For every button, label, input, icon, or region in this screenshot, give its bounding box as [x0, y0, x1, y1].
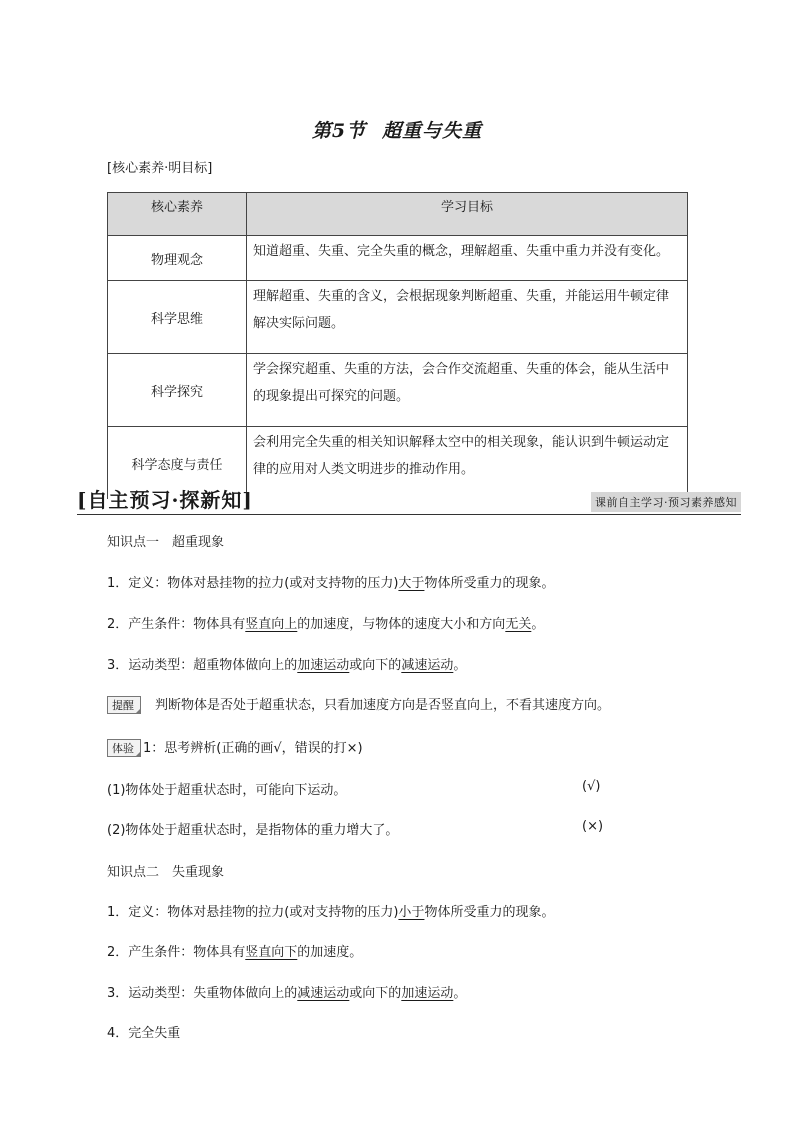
- question-2: (2)物体处于超重状态时，是指物体的重力增大了。: [107, 823, 399, 838]
- page-title: [0, 116, 794, 143]
- tip-text: 判断物体是否处于超重状态，只看加速度方向是否竖直向上，不看其速度方向。: [155, 698, 611, 713]
- row-literacy: 物理观念: [108, 236, 247, 281]
- kp1-condition: 2．产生条件：物体具有竖直向上的加速度，与物体的速度大小和方向无关。: [107, 617, 545, 632]
- answer-underline: 竖直向上: [245, 617, 298, 632]
- row-goal: 理解超重、失重的含义，会根据现象判断超重、失重，并能运用牛顿定律解决实际问题。: [247, 281, 688, 354]
- kp2-condition: 2．产生条件：物体具有竖直向下的加速度。: [107, 945, 363, 960]
- row-goal: 知道超重、失重、完全失重的概念，理解超重、失重中重力并没有变化。: [247, 236, 688, 281]
- title-text: 超重与失重: [382, 120, 483, 142]
- answer-underline: 无关: [505, 617, 532, 632]
- answer-underline: 大于: [398, 576, 425, 591]
- tip-badge: 提醒: [107, 696, 141, 714]
- kp1-heading: 知识点一 超重现象: [107, 535, 225, 550]
- row-goal: 会利用完全失重的相关知识解释太空中的相关现象，能认识到牛顿运动定律的应用对人类文明进步的推动作用。: [247, 427, 688, 500]
- kp2-motion-type: 3．运动类型：失重物体做向上的减速运动或向下的加速运动。: [107, 986, 467, 1001]
- kp1-motion-type: 3．运动类型：超重物体做向上的加速运动或向下的减速运动。: [107, 658, 467, 673]
- experience-line: [107, 737, 363, 757]
- question-1: (1)物体处于超重状态时，可能向下运动。: [107, 783, 347, 798]
- answer-1: (√): [582, 779, 601, 794]
- answer-underline: 减速运动: [401, 658, 454, 673]
- title-section-number: 第5节: [311, 120, 367, 142]
- answer-underline: 小于: [398, 905, 425, 920]
- section-header: [77, 484, 741, 515]
- goals-table: [107, 192, 688, 499]
- row-literacy: 科学思维: [108, 281, 247, 354]
- kp2-definition: 1．定义：物体对悬挂物的拉力(或对支持物的压力)小于物体所受重力的现象。: [107, 905, 555, 920]
- table-row: [108, 354, 688, 427]
- core-literacy-subhead: [核心素养·明目标]: [107, 161, 213, 176]
- kp1-definition: 1．定义：物体对悬挂物的拉力(或对支持物的压力)大于物体所受重力的现象。: [107, 576, 555, 591]
- section-title: [自主预习·探新知]: [77, 488, 253, 512]
- answer-underline: 加速运动: [401, 986, 454, 1001]
- answer-underline: 加速运动: [297, 658, 350, 673]
- row-goal: 学会探究超重、失重的方法，会合作交流超重、失重的体会，能从生活中的现象提出可探究的问题。: [247, 354, 688, 427]
- header-learning-goal: 学习目标: [247, 193, 688, 236]
- row-literacy: 科学态度与责任: [108, 427, 247, 500]
- row-literacy: 科学探究: [108, 354, 247, 427]
- table-header-row: [108, 193, 688, 236]
- answer-underline: 减速运动: [297, 986, 350, 1001]
- header-core-literacy: 核心素养: [108, 193, 247, 236]
- tip-line: [107, 694, 610, 714]
- answer-2: (×): [582, 819, 604, 834]
- answer-underline: 竖直向下: [245, 945, 298, 960]
- kp2-heading: 知识点二 失重现象: [107, 865, 225, 880]
- experience-text: 1：思考辨析(正确的画√，错误的打×): [143, 741, 363, 756]
- table-row: [108, 236, 688, 281]
- table-row: [108, 281, 688, 354]
- kp2-complete-weightlessness: 4．完全失重: [107, 1026, 181, 1041]
- section-tag: 课前自主学习·预习素养感知: [591, 492, 741, 512]
- experience-badge: 体验: [107, 739, 141, 757]
